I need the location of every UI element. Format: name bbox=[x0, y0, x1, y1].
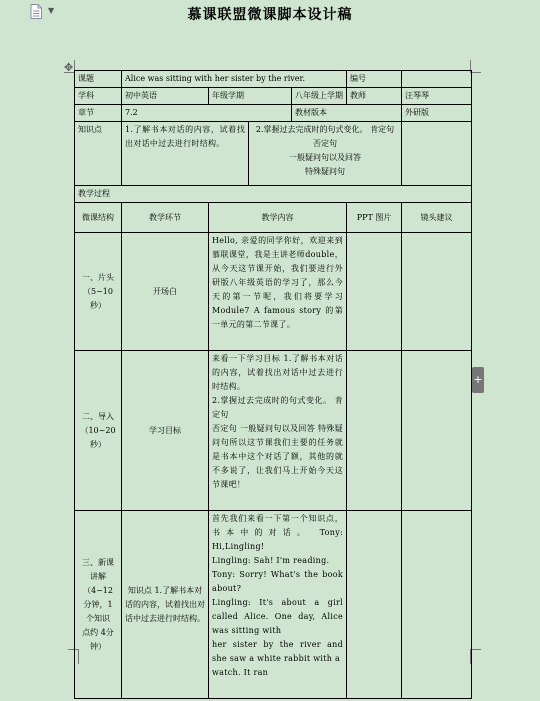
row-step: 开场白 bbox=[122, 233, 209, 351]
expand-plus-icon[interactable]: + bbox=[472, 367, 484, 393]
teacher-value[interactable]: 汪琴琴 bbox=[402, 88, 472, 105]
knowledge-point-2[interactable]: 2.掌握过去完成时的句式变化。 肯定句 否定句 一般疑问句以及回答 特殊疑问句 bbox=[249, 122, 402, 186]
col-ppt: PPT 图片 bbox=[347, 203, 402, 233]
number-label: 编号 bbox=[347, 71, 402, 88]
row-ppt[interactable] bbox=[347, 351, 402, 511]
subject-value[interactable]: 初中英语 bbox=[122, 88, 209, 105]
page-title: 慕课联盟微课脚本设计稿 bbox=[187, 7, 353, 23]
col-structure: 微课结构 bbox=[75, 203, 122, 233]
version-value[interactable]: 外研版 bbox=[402, 105, 472, 122]
row-camera[interactable] bbox=[402, 511, 472, 699]
number-value[interactable] bbox=[402, 71, 472, 88]
row-step: 知识点 1.了解书本对话的内容，试着找出对话中过去进行时结构。 bbox=[122, 511, 209, 699]
script-table bbox=[74, 70, 472, 699]
caret-down-icon[interactable]: ▼ bbox=[48, 6, 55, 15]
topic-label: 课题 bbox=[75, 71, 122, 88]
col-content: 教学内容 bbox=[209, 203, 347, 233]
move-handle-icon[interactable]: ✥ bbox=[64, 61, 74, 74]
col-step: 教学环节 bbox=[122, 203, 209, 233]
row-ppt[interactable] bbox=[347, 233, 402, 351]
knowledge-label: 知识点 bbox=[75, 122, 122, 186]
knowledge-point-1[interactable]: 1.了解书本对话的内容，试着找出对话中过去进行时结构。 bbox=[122, 122, 249, 186]
topic-value[interactable]: Alice was sitting with her sister by the river. bbox=[122, 71, 347, 88]
version-label: 教材版本 bbox=[292, 105, 402, 122]
subject-label: 学科 bbox=[75, 88, 122, 105]
chapter-value[interactable]: 7.2 bbox=[122, 105, 292, 122]
row-step: 学习目标 bbox=[122, 351, 209, 511]
term-value[interactable]: 八年级上学期 bbox=[292, 88, 347, 105]
row-structure: 二、导入 （10~20 秒） bbox=[75, 351, 122, 511]
knowledge-empty[interactable] bbox=[402, 122, 472, 186]
chapter-label: 章节 bbox=[75, 105, 122, 122]
table-row bbox=[75, 511, 472, 699]
row-ppt[interactable] bbox=[347, 511, 402, 699]
row-camera[interactable] bbox=[402, 351, 472, 511]
table-row bbox=[75, 351, 472, 511]
term-label: 年级学期 bbox=[209, 88, 292, 105]
col-camera: 镜头建议 bbox=[402, 203, 472, 233]
row-content[interactable]: 首先我们来看一下第一个知识点，书本中的对话。 Tony: Hi,Lingling! Lingling: Sah! I'm reading. Tony: Sorry! What's the book about? Lingling: It's about a girl called Alice. One day, Alice was sitting with her sister by the river and she saw a white rabbit with a watch. It ran bbox=[209, 511, 347, 699]
process-label: 教学过程 bbox=[75, 186, 472, 203]
row-camera[interactable] bbox=[402, 233, 472, 351]
row-structure: 一、片头 （5~10 秒） bbox=[75, 233, 122, 351]
teacher-label: 教师 bbox=[347, 88, 402, 105]
row-content[interactable]: 来看一下学习目标 1.了解书本对话的内容，试着找出对话中过去进行时结构。 2.掌握过去完成时的句式变化。 肯定句 否定句 一般疑问句以及回答 特殊疑问句所以这节课我们主要的任务就是书本中这个对话了额，其他的就不多说了，让我们马上开始今天这节课吧！ bbox=[209, 351, 347, 511]
table-row bbox=[75, 233, 472, 351]
row-structure: 三、新课 讲解 （4~12 分钟，1 个知识 点约 4分 钟） bbox=[75, 511, 122, 699]
row-content[interactable]: Hello, 亲爱的同学你好，欢迎来到慕联课堂，我是主讲老师double，从今天这节课开始，我们要进行外研版八年级英语的学习了，那么今天的第一节呢，我们将要学习 Module7 A famous story 的第一单元的第二节课了。 bbox=[209, 233, 347, 351]
